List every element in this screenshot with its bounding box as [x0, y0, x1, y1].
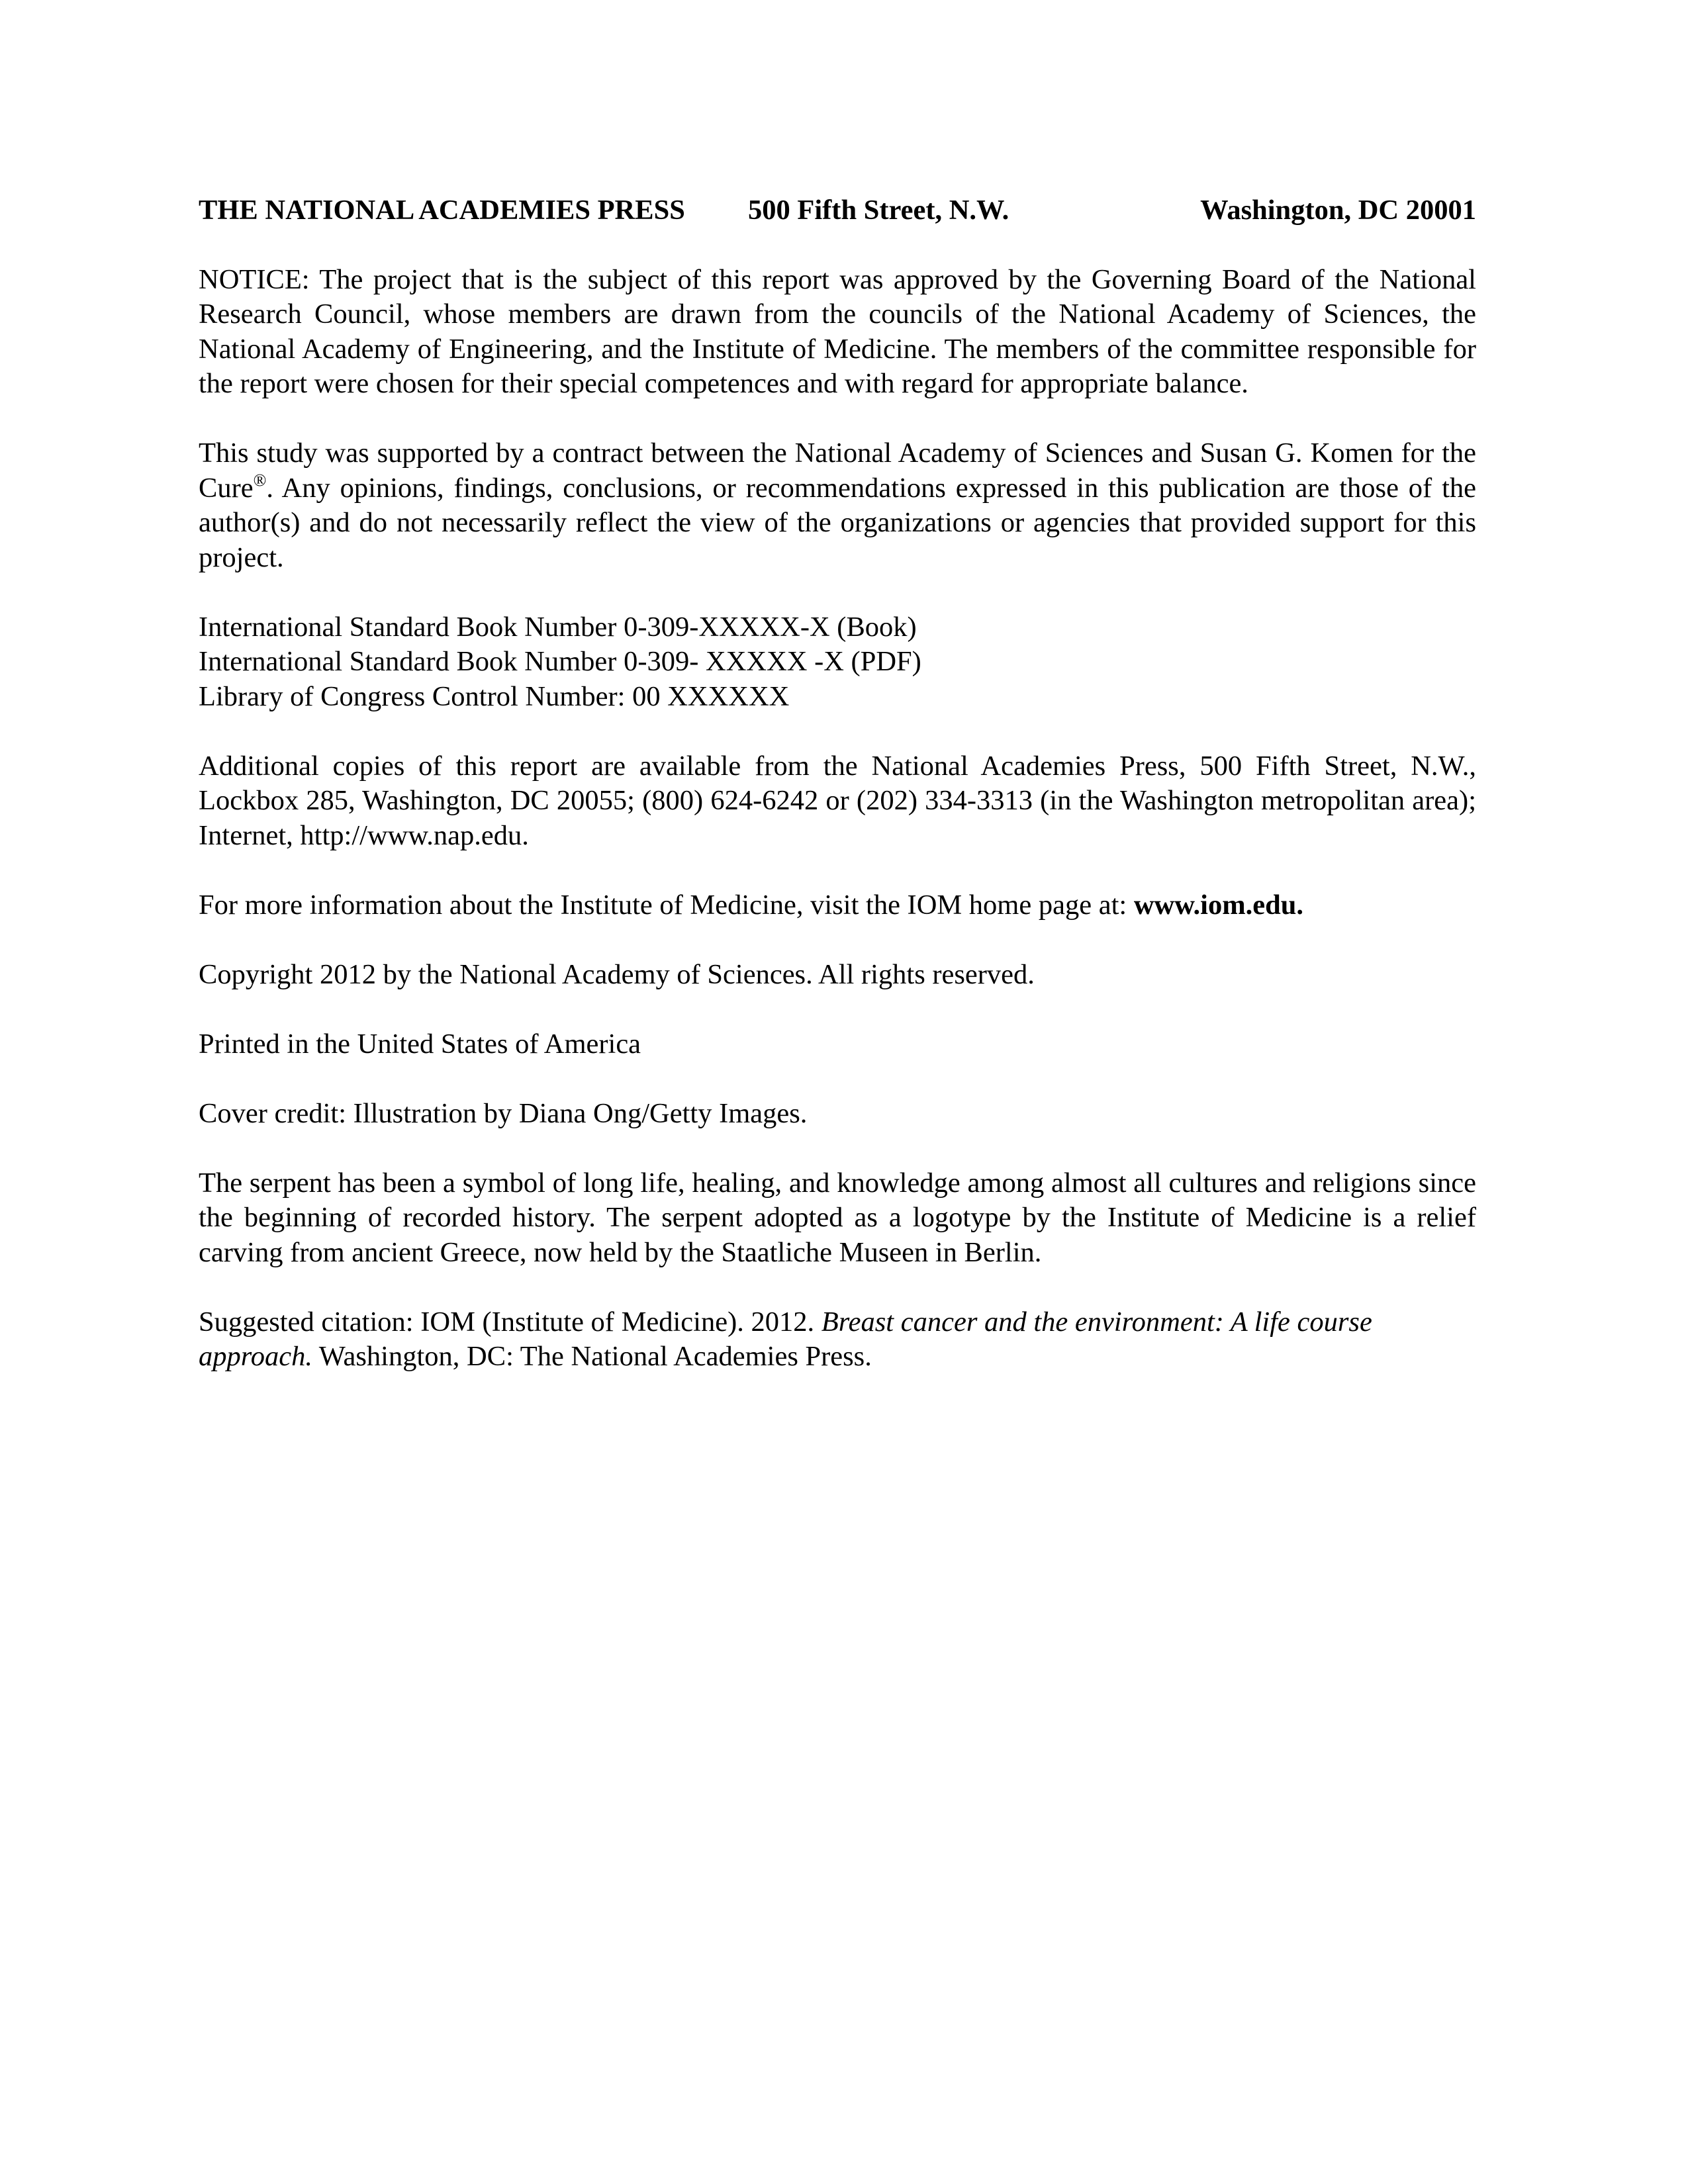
publisher-city: Washington, DC 20001 [1200, 195, 1476, 226]
lccn: Library of Congress Control Number: 00 XXXXXX [199, 680, 790, 712]
isbn-book: International Standard Book Number 0-309-XXXXX-X (Book) [199, 611, 917, 643]
isbn-pdf: International Standard Book Number 0-309- XXXXX -X (PDF) [199, 646, 921, 677]
citation-title: Breast cancer and the environment: A life course approach. [199, 1306, 1372, 1372]
copies-paragraph: Additional copies of this report are available from the National Academies Press, 500 Fifth Street, N.W., Lockbox 285, Washington, DC 20055; (800) 624-6242 or (202) 334-3313 (in the Washington metropolitan area); Internet, http://www.nap.edu. [199, 750, 1476, 851]
registered-mark: ® [253, 470, 267, 490]
support-text-end: . Any opinions, findings, conclusions, or recommendations expressed in this publication are those of the author(s) and do not necessarily reflect the view of the organizations or agencies that provided support for this project. [199, 472, 1476, 573]
cover-credit-line: Cover credit: Illustration by Diana Ong/Getty Images. [199, 1097, 808, 1129]
citation-paragraph [199, 1305, 1476, 1375]
publisher-name: THE NATIONAL ACADEMIES PRESS [199, 195, 685, 226]
serpent-paragraph: The serpent has been a symbol of long life, healing, and knowledge among almost all cultures and religions since the beginning of recorded history. The serpent adopted as a logotype by the Institute of Medicine is a relief carving from ancient Greece, now held by the Staatliche Museen in Berlin. [199, 1167, 1476, 1268]
document-page [199, 193, 1476, 1409]
publisher-header [199, 193, 1476, 228]
copyright-line: Copyright 2012 by the National Academy of Sciences. All rights reserved. [199, 958, 1035, 990]
iom-info-text: For more information about the Institute of Medicine, visit the IOM home page at: [199, 889, 1134, 921]
citation-prefix: Suggested citation: IOM (Institute of Medicine). 2012. [199, 1306, 821, 1338]
publisher-street: 500 Fifth Street, N.W. [748, 195, 1009, 226]
support-text-start: This study was supported by a contract between the National Academy of Sciences and Susan G. Komen for the Cure [199, 437, 1476, 504]
notice-paragraph: NOTICE: The project that is the subject of this report was approved by the Governing Board of the National Research Council, whose members are drawn from the councils of the National Academy of Sciences, the National Academy of Engineering, and the Institute of Medicine. The members of the committee responsible for the report were chosen for their special competences and with regard for appropriate balance. [199, 263, 1476, 399]
iom-info-paragraph [199, 888, 1476, 923]
support-paragraph [199, 436, 1476, 575]
citation-suffix: Washington, DC: The National Academies Press. [312, 1341, 872, 1372]
iom-link[interactable]: www.iom.edu. [1133, 889, 1304, 921]
printed-line: Printed in the United States of America [199, 1028, 641, 1060]
